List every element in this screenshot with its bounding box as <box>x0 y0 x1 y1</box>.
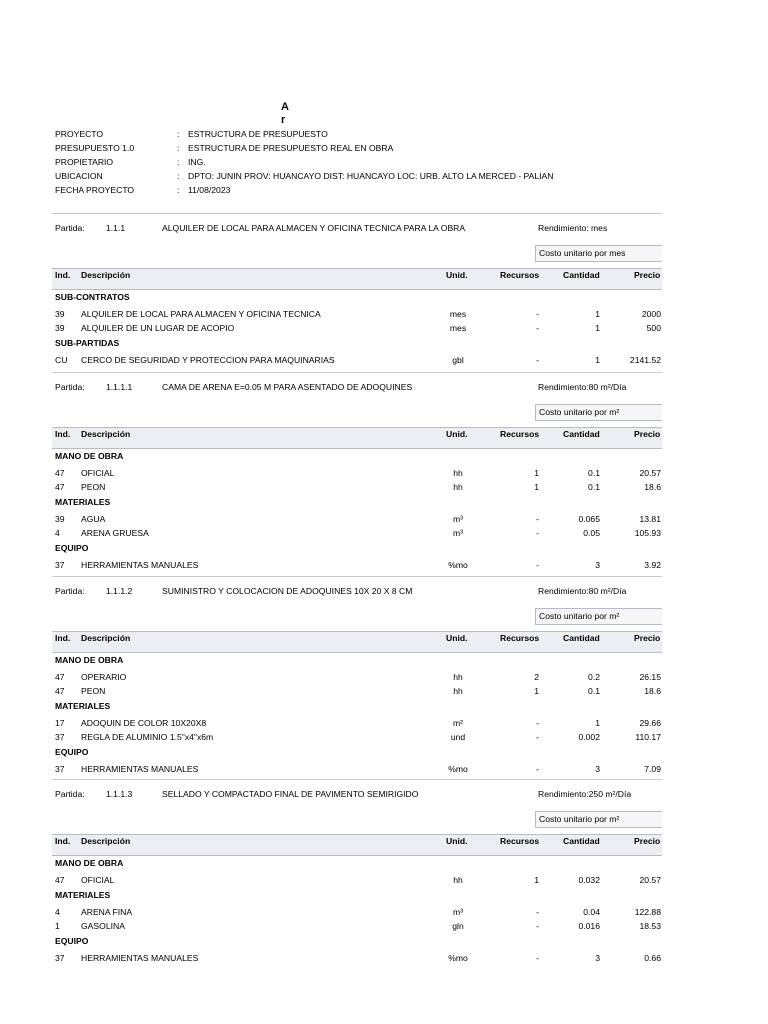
cell-precio: 20.57 <box>639 468 661 478</box>
cell-precio: 18.6 <box>644 482 661 492</box>
cell-ind: 47 <box>55 875 65 885</box>
cell-unid: hh <box>453 875 463 885</box>
header-row-presupuesto <box>55 141 553 155</box>
cell-descripcion: PEON <box>81 686 106 696</box>
cell-ind: 4 <box>55 528 60 538</box>
cell-unid: hh <box>453 672 463 682</box>
col-header-unid: Unid. <box>446 270 468 280</box>
col-header-ind: Ind. <box>55 270 71 280</box>
cell-cantidad: 3 <box>595 764 600 774</box>
cell-cantidad: 1 <box>595 718 600 728</box>
cell-recursos: 1 <box>534 468 539 478</box>
col-header-recursos: Recursos <box>500 270 540 280</box>
costo-unitario-box: Costo unitario por m² <box>535 608 662 625</box>
title-fragment <box>281 101 289 127</box>
cell-cantidad: 1 <box>595 309 600 319</box>
cell-recursos: - <box>536 309 539 319</box>
cell-unid: gbl <box>452 355 464 365</box>
col-header-precio: Precio <box>634 836 661 846</box>
cell-recursos: - <box>536 953 539 963</box>
col-header-ind: Ind. <box>55 836 71 846</box>
cell-descripcion: ALQUILER DE UN LUGAR DE ACOPIO <box>81 323 235 333</box>
table-row <box>0 685 768 697</box>
rendimiento: Rendimiento: mes <box>538 223 608 233</box>
cell-precio: 13.81 <box>639 514 661 524</box>
cell-descripcion: HERRAMIENTAS MANUALES <box>81 560 199 570</box>
cell-cantidad: 3 <box>595 560 600 570</box>
cell-unid: %mo <box>448 560 468 570</box>
cell-descripcion: HERRAMIENTAS MANUALES <box>81 953 199 963</box>
cell-recursos: - <box>536 718 539 728</box>
cell-descripcion: ARENA FINA <box>81 907 133 917</box>
rendimiento: Rendimiento:80 m²/Día <box>538 586 627 596</box>
table-header <box>52 268 662 290</box>
col-header-cantidad: Cantidad <box>563 836 600 846</box>
table-row <box>0 322 768 334</box>
cell-recursos: 1 <box>534 686 539 696</box>
cell-ind: 47 <box>55 672 65 682</box>
cell-ind: 47 <box>55 686 65 696</box>
costo-unitario-box: Costo unitario por m² <box>535 404 662 421</box>
col-header-descripcion: Descripción <box>81 633 131 643</box>
cell-cantidad: 0.065 <box>578 514 600 524</box>
cell-descripcion: GASOLINA <box>81 921 125 931</box>
header-label: UBICACION <box>55 171 103 181</box>
partida-label: Partida: <box>55 223 85 233</box>
cell-precio: 26.15 <box>639 672 661 682</box>
partida-divider <box>52 779 662 780</box>
partida-label: Partida: <box>55 789 85 799</box>
cell-unid: %mo <box>448 764 468 774</box>
cell-descripcion: ADOQUIN DE COLOR 10X20X8 <box>81 718 207 728</box>
cell-precio: 7.09 <box>644 764 661 774</box>
col-header-recursos: Recursos <box>500 633 540 643</box>
cell-recursos: 1 <box>534 482 539 492</box>
col-header-cantidad: Cantidad <box>563 270 600 280</box>
partida-description: SELLADO Y COMPACTADO FINAL DE PAVIMENTO SEMIRIGIDO <box>162 789 419 799</box>
partida-description: ALQUILER DE LOCAL PARA ALMACEN Y OFICINA TECNICA PARA LA OBRA <box>162 223 466 233</box>
cell-descripcion: ALQUILER DE LOCAL PARA ALMACEN Y OFICINA TECNICA <box>81 309 321 319</box>
header-separator: : <box>177 157 180 167</box>
cell-cantidad: 3 <box>595 953 600 963</box>
table-row <box>0 671 768 683</box>
cell-recursos: - <box>536 323 539 333</box>
table-row <box>0 527 768 539</box>
cell-ind: 1 <box>55 921 60 931</box>
table-header <box>52 631 662 653</box>
cell-recursos: - <box>536 514 539 524</box>
cell-cantidad: 0.002 <box>578 732 600 742</box>
cell-descripcion: OFICIAL <box>81 875 115 885</box>
cell-recursos: - <box>536 560 539 570</box>
cell-ind: CU <box>55 355 68 365</box>
cell-unid: m³ <box>452 514 464 524</box>
section-title: EQUIPO <box>55 543 89 553</box>
section-title: MATERIALES <box>55 497 111 507</box>
title-fragment-line: r <box>281 114 286 126</box>
header-label: PROYECTO <box>55 129 104 139</box>
col-header-recursos: Recursos <box>500 429 540 439</box>
cell-unid: hh <box>453 482 463 492</box>
col-header-unid: Unid. <box>446 429 468 439</box>
col-header-descripcion: Descripción <box>81 429 131 439</box>
cell-recursos: 1 <box>534 875 539 885</box>
partida-code: 1.1.1.1 <box>106 382 133 392</box>
header-row-propietario <box>55 155 553 169</box>
table-row <box>0 920 768 932</box>
header-separator: : <box>177 129 180 139</box>
header-separator: : <box>177 171 180 181</box>
table-row <box>0 717 768 729</box>
costo-unitario-box: Costo unitario por mes <box>535 245 662 262</box>
cell-ind: 17 <box>55 718 65 728</box>
partida-divider <box>52 576 662 577</box>
section-title: MANO DE OBRA <box>55 655 124 665</box>
cell-ind: 39 <box>55 309 65 319</box>
col-header-cantidad: Cantidad <box>563 429 600 439</box>
header-label: FECHA PROYECTO <box>55 185 135 195</box>
cell-cantidad: 0.04 <box>583 907 600 917</box>
table-row <box>0 467 768 479</box>
section-title: MATERIALES <box>55 701 111 711</box>
cell-descripcion: PEON <box>81 482 106 492</box>
cell-recursos: - <box>536 921 539 931</box>
cell-cantidad: 0.05 <box>583 528 600 538</box>
cell-cantidad: 1 <box>595 355 600 365</box>
cell-precio: 18.53 <box>639 921 661 931</box>
cell-precio: 122.88 <box>634 907 661 917</box>
cell-unid: %mo <box>448 953 468 963</box>
cell-cantidad: 0.1 <box>588 482 600 492</box>
header-value: DPTO: JUNIN PROV: HUANCAYO DIST: HUANCAYO LOC: URB. ALTO LA MERCED - PALIAN <box>188 171 554 181</box>
table-row <box>0 513 768 525</box>
header-row-ubicacion <box>55 169 553 183</box>
cell-recursos: - <box>536 732 539 742</box>
cell-unid: und <box>450 732 466 742</box>
cell-ind: 47 <box>55 482 65 492</box>
partida-description: CAMA DE ARENA E=0.05 M PARA ASENTADO DE ADOQUINES <box>162 382 413 392</box>
cell-recursos: - <box>536 764 539 774</box>
col-header-precio: Precio <box>634 633 661 643</box>
cell-unid: mes <box>449 323 467 333</box>
costo-unitario-box: Costo unitario por m² <box>535 811 662 828</box>
cell-precio: 105.93 <box>634 528 661 538</box>
header-row-fecha <box>55 183 553 197</box>
section-title: SUB-CONTRATOS <box>55 292 130 302</box>
cell-unid: m³ <box>452 907 464 917</box>
cell-cantidad: 0.016 <box>578 921 600 931</box>
cell-ind: 39 <box>55 323 65 333</box>
cell-descripcion: HERRAMIENTAS MANUALES <box>81 764 199 774</box>
cell-descripcion: ARENA GRUESA <box>81 528 149 538</box>
col-header-descripcion: Descripción <box>81 836 131 846</box>
header-label: PRESUPUESTO 1.0 <box>55 143 135 153</box>
section-title: SUB-PARTIDAS <box>55 338 120 348</box>
cell-recursos: - <box>536 528 539 538</box>
partida-divider <box>52 213 662 214</box>
table-row <box>0 906 768 918</box>
section-title: EQUIPO <box>55 747 89 757</box>
cell-cantidad: 0.2 <box>588 672 600 682</box>
partida-code: 1.1.1 <box>106 223 126 233</box>
cell-descripcion: OPERARIO <box>81 672 127 682</box>
partida-label: Partida: <box>55 382 85 392</box>
cell-recursos: 2 <box>534 672 539 682</box>
cell-recursos: - <box>536 907 539 917</box>
table-row <box>0 731 768 743</box>
col-header-recursos: Recursos <box>500 836 540 846</box>
cell-unid: gln <box>452 921 464 931</box>
cell-unid: mes <box>449 309 467 319</box>
cell-descripcion: AGUA <box>81 514 106 524</box>
title-fragment-line: A <box>281 101 289 113</box>
cell-cantidad: 0.1 <box>588 686 600 696</box>
partida-code: 1.1.1.2 <box>106 586 133 596</box>
partida-description: SUMINISTRO Y COLOCACION DE ADOQUINES 10X 20 X 8 CM <box>162 586 413 596</box>
cell-precio: 29.66 <box>639 718 661 728</box>
section-title: MATERIALES <box>55 890 111 900</box>
col-header-precio: Precio <box>634 429 661 439</box>
header-value: ESTRUCTURA DE PRESUPUESTO REAL EN OBRA <box>188 143 394 153</box>
cell-ind: 47 <box>55 468 65 478</box>
rendimiento: Rendimiento:80 m²/Día <box>538 382 627 392</box>
cell-precio: 0.66 <box>644 953 661 963</box>
cell-unid: hh <box>453 686 463 696</box>
partida-code: 1.1.1.3 <box>106 789 133 799</box>
cell-precio: 20.57 <box>639 875 661 885</box>
cell-unid: hh <box>453 468 463 478</box>
col-header-descripcion: Descripción <box>81 270 131 280</box>
cell-cantidad: 0.032 <box>578 875 600 885</box>
col-header-precio: Precio <box>634 270 661 280</box>
section-title: MANO DE OBRA <box>55 858 124 868</box>
cell-unid: m³ <box>452 528 464 538</box>
table-row <box>0 481 768 493</box>
col-header-unid: Unid. <box>446 836 468 846</box>
rendimiento: Rendimiento:250 m²/Día <box>538 789 632 799</box>
cell-descripcion: REGLA DE ALUMINIO 1.5"x4"x6m <box>81 732 214 742</box>
cell-descripcion: OFICIAL <box>81 468 115 478</box>
header-value: 11/08/2023 <box>188 185 231 195</box>
cell-cantidad: 0.1 <box>588 468 600 478</box>
cell-precio: 2000 <box>641 309 661 319</box>
cell-descripcion: CERCO DE SEGURIDAD Y PROTECCION PARA MAQUINARIAS <box>81 355 335 365</box>
cell-ind: 37 <box>55 953 65 963</box>
partida-divider <box>52 372 662 373</box>
col-header-ind: Ind. <box>55 429 71 439</box>
cell-unid: m² <box>452 718 464 728</box>
section-title: MANO DE OBRA <box>55 451 124 461</box>
table-row <box>0 874 768 886</box>
col-header-unid: Unid. <box>446 633 468 643</box>
project-header <box>55 127 553 197</box>
header-separator: : <box>177 143 180 153</box>
header-value: ING. <box>188 157 206 167</box>
table-row <box>0 559 768 571</box>
cell-ind: 37 <box>55 560 65 570</box>
header-row-proyecto <box>55 127 553 141</box>
table-row <box>0 763 768 775</box>
cell-recursos: - <box>536 355 539 365</box>
col-header-ind: Ind. <box>55 633 71 643</box>
table-row <box>0 308 768 320</box>
cell-precio: 3.92 <box>644 560 661 570</box>
table-row <box>0 354 768 366</box>
table-header <box>52 834 662 856</box>
cell-precio: 2141.52 <box>629 355 661 365</box>
table-header <box>52 427 662 449</box>
cell-precio: 18.6 <box>644 686 661 696</box>
cell-precio: 110.17 <box>635 732 661 742</box>
cell-ind: 37 <box>55 764 65 774</box>
cell-ind: 39 <box>55 514 65 524</box>
cell-ind: 37 <box>55 732 65 742</box>
header-value: ESTRUCTURA DE PRESUPUESTO <box>188 129 328 139</box>
header-separator: : <box>177 185 180 195</box>
cell-precio: 500 <box>646 323 661 333</box>
col-header-cantidad: Cantidad <box>563 633 600 643</box>
table-row <box>0 952 768 964</box>
section-title: EQUIPO <box>55 936 89 946</box>
cell-ind: 4 <box>55 907 60 917</box>
partida-label: Partida: <box>55 586 85 596</box>
cell-cantidad: 1 <box>595 323 600 333</box>
header-label: PROPIETARIO <box>55 157 114 167</box>
